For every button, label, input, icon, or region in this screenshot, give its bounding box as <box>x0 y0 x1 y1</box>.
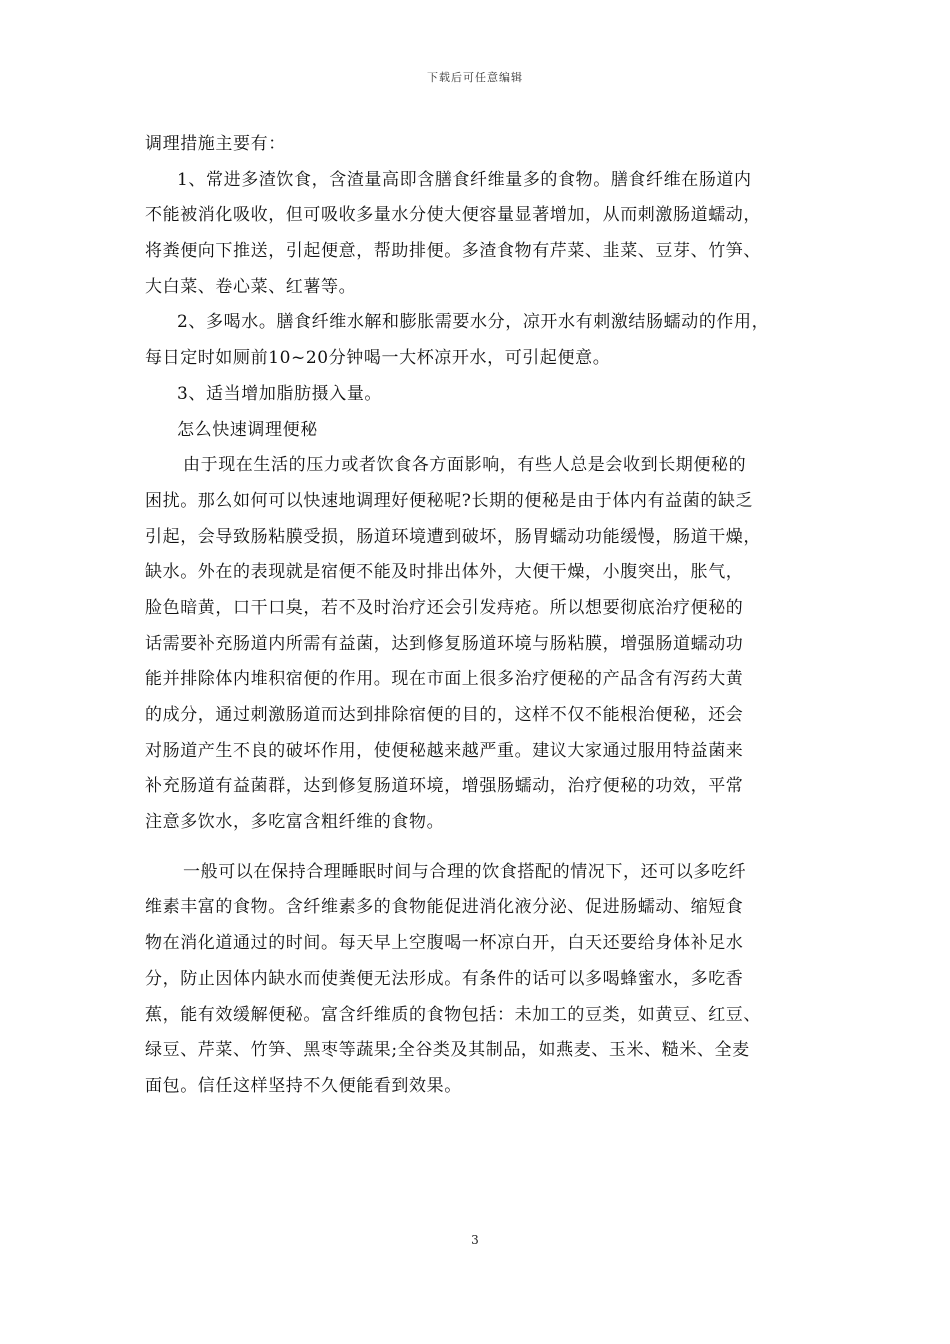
text-line: 绿豆、芹菜、竹笋、黑枣等蔬果;全谷类及其制品，如燕麦、玉米、糙米、全麦 <box>145 1040 750 1061</box>
text-line: 3、适当增加脂肪摄入量。 <box>177 383 383 404</box>
text-line: 将粪便向下推送，引起便意，帮助排便。多渣食物有芹菜、韭菜、豆芽、竹笋、 <box>145 241 761 262</box>
text-line: 缺水。外在的表现就是宿便不能及时排出体外，大便干燥，小腹突出，胀气， <box>145 562 744 583</box>
text-line: 物在消化道通过的时间。每天早上空腹喝一杯凉白开，白天还要给身体补足水 <box>145 933 744 954</box>
text-line: 困扰。那么如何可以快速地调理好便秘呢?长期的便秘是由于体内有益菌的缺乏 <box>145 490 754 511</box>
page-number: 3 <box>471 1233 479 1247</box>
text-line: 不能被消化吸收，但可吸收多量水分使大便容量显著增加，从而刺激肠道蠕动， <box>145 205 761 226</box>
text-line: 每日定时如厕前10~20分钟喝一大杯凉开水，可引起便意。 <box>145 348 611 369</box>
text-line: 引起，会导致肠粘膜受损，肠道环境遭到破坏，肠胃蠕动功能缓慢，肠道干燥， <box>145 526 761 547</box>
text-line: 维素丰富的食物。含纤维素多的食物能促进消化液分泌、促进肠蠕动、缩短食 <box>145 897 744 918</box>
text-line: 面包。信任这样坚持不久便能看到效果。 <box>145 1075 462 1096</box>
text-line: 1、常进多渣饮食，含渣量高即含膳食纤维量多的食物。膳食纤维在肠道内 <box>177 169 752 190</box>
text-line: 对肠道产生不良的破坏作用，使便秘越来越严重。建议大家通过服用特益菌来 <box>145 740 744 761</box>
text-line: 能并排除体内堆积宿便的作用。现在市面上很多治疗便秘的产品含有泻药大黄 <box>145 669 744 690</box>
text-line: 一般可以在保持合理睡眠时间与合理的饮食搭配的情况下，还可以多吃纤 <box>183 861 747 882</box>
document-body <box>145 127 825 1105</box>
text-line: 补充肠道有益菌群，达到修复肠道环境，增强肠蠕动，治疗便秘的功效，平常 <box>145 776 744 797</box>
section-heading: 怎么快速调理便秘 <box>177 419 318 440</box>
text-line: 脸色暗黄，口干口臭，若不及时治疗还会引发痔疮。所以想要彻底治疗便秘的 <box>145 597 744 618</box>
text-line: 话需要补充肠道内所需有益菌，达到修复肠道环境与肠粘膜，增强肠道蠕动功 <box>145 633 744 654</box>
text-line: 大白菜、卷心菜、红薯等。 <box>145 276 357 297</box>
text-line: 2、多喝水。膳食纤维水解和膨胀需要水分，凉开水有刺激结肠蠕动的作用， <box>177 312 770 333</box>
text-line: 注意多饮水，多吃富含粗纤维的食物。 <box>145 812 445 833</box>
text-line: 分，防止因体内缺水而使粪便无法形成。有条件的话可以多喝蜂蜜水，多吃香 <box>145 968 744 989</box>
text-line: 调理措施主要有： <box>145 134 286 154</box>
page-header: 下载后可任意编辑 <box>427 71 523 84</box>
text-line: 蕉，能有效缓解便秘。富含纤维质的食物包括：未加工的豆类，如黄豆、红豆、 <box>145 1004 761 1025</box>
paragraph-gap <box>145 841 825 855</box>
text-line: 由于现在生活的压力或者饮食各方面影响，有些人总是会收到长期便秘的 <box>183 455 747 476</box>
text-line: 的成分，通过刺激肠道而达到排除宿便的目的，这样不仅不能根治便秘，还会 <box>145 705 744 725</box>
